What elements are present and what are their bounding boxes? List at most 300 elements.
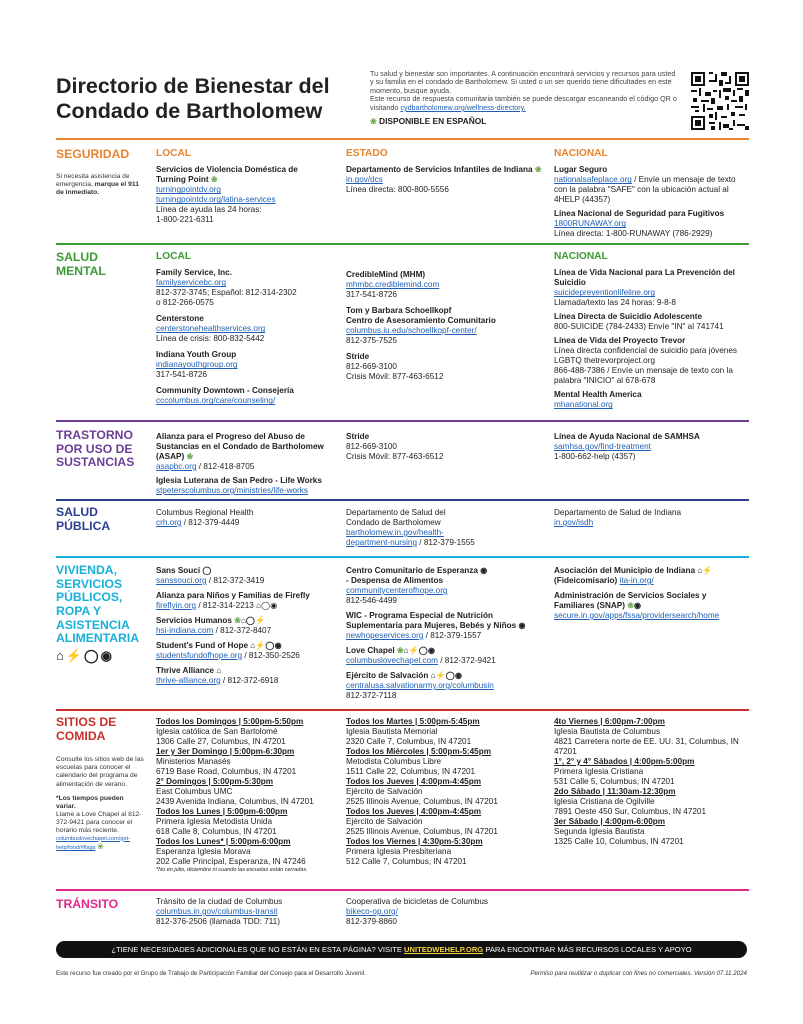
human-services-details xyxy=(156,626,328,636)
isdh-name: Departamento de Salud de Indiana xyxy=(554,508,681,517)
sans-souci-phone: / 812-372-3419 xyxy=(206,576,265,585)
sustancias-title-2: POR USO DE xyxy=(56,441,133,456)
family-service-name: Family Service, Inc. xyxy=(156,268,233,278)
community-hope-phone: 812-546-4499 xyxy=(346,596,397,605)
safe-place-details xyxy=(554,175,749,205)
food-site-address: 2525 Illinois Avenue, Columbus, IN 47201 xyxy=(346,797,498,806)
plug-icon: ⚡ xyxy=(65,647,85,663)
food-site-schedule: Todos los Jueves | 4:00pm-4:45pm xyxy=(346,807,482,816)
bike-coop-phone: 812-379-8860 xyxy=(346,917,397,926)
transito-divider xyxy=(56,889,749,891)
vivienda-icons xyxy=(56,649,139,664)
food-site-name: Metodista Columbus Libre xyxy=(346,757,442,766)
transito-title: TRÁNSITO xyxy=(56,897,119,911)
footer-banner-text-a: ¿TIENE NECESIDADES ADICIONALES QUE NO ESTÁN EN ESTA PÁGINA? VISITE xyxy=(111,945,405,954)
community-hope-pantry: - Despensa de Alimentos xyxy=(346,576,444,585)
salud-mental-local-heading: LOCAL xyxy=(156,251,192,262)
food-site-schedule: 2do Sábado | 11:30am-12:30pm xyxy=(554,787,676,796)
love-chapel-phone: / 812-372-9421 xyxy=(437,656,496,665)
vivienda-title-1: VIVIENDA, xyxy=(56,563,117,577)
page-title xyxy=(56,74,361,124)
wic-link[interactable]: newhopeservices.org xyxy=(346,631,424,640)
fssa-entry xyxy=(554,591,749,621)
county-health-details xyxy=(346,538,475,547)
food-site-entry xyxy=(554,787,749,817)
comida-column-2 xyxy=(346,717,542,867)
schoellkopf-link[interactable]: columbus.iu.edu/schoellkopf-center/ xyxy=(346,326,477,335)
turning-point-entry xyxy=(156,165,328,225)
food-site-schedule: Todos los Lunes* | 5:00pm-6:00pm xyxy=(156,837,291,846)
indiana-youth-link[interactable]: indianayouthgroup.org xyxy=(156,360,238,370)
vivienda-divider xyxy=(56,556,749,558)
food-site-name: Iglesia Cristiana de Ogilville xyxy=(554,797,655,806)
centerstone-name: Centerstone xyxy=(156,314,204,324)
county-health-name-2: Condado de Bartholomew xyxy=(346,518,441,527)
food-site-name: Primera Iglesia Metodista Unida xyxy=(156,817,273,826)
indiana-youth-phone: 317-541-8726 xyxy=(156,370,207,380)
turning-point-latina-link[interactable]: turningpointdv.org/latina-services xyxy=(156,195,276,205)
thrive-phone: / 812-372-6918 xyxy=(220,676,279,685)
food-site-address: 2439 Avenida Indiana, Columbus, IN 47201 xyxy=(156,797,314,806)
food-site-name: Iglesia Bautista Memorial xyxy=(346,727,438,736)
food-site-name: Ministerios Manasés xyxy=(156,757,231,766)
plate-icon: ◉ xyxy=(480,566,488,575)
samhsa-link[interactable]: samhsa.gov/find-treatment xyxy=(554,442,651,451)
crediblemind-link[interactable]: mhmbc.crediblemind.com xyxy=(346,280,440,289)
human-services-entry xyxy=(156,616,328,636)
love-chapel-details xyxy=(346,656,542,666)
teen-suicide-entry xyxy=(554,312,749,332)
salud-mental-title xyxy=(56,251,106,278)
asap-details xyxy=(156,462,328,472)
footer-credit: Este recurso fue creado por el Grupo de Trabajo de Participación Familiar del Consejo para el Desarrollo Juvenil. xyxy=(56,970,366,977)
dcs-name-text: Departamento de Servicios Infantiles de Indiana xyxy=(346,165,533,175)
salud-mental-nacional-heading: NACIONAL xyxy=(554,251,608,262)
food-site-entry xyxy=(156,777,342,807)
food-site-schedule: Todos los Jueves | 4:00pm-4:45pm xyxy=(346,777,482,786)
sans-souci-link[interactable]: sanssouci.org xyxy=(156,576,207,585)
students-fund-name xyxy=(156,641,328,651)
safe-place-name: Lugar Seguro xyxy=(554,165,608,175)
salud-mental-nacional-column xyxy=(554,251,749,414)
thrive-details xyxy=(156,676,328,686)
comida-note xyxy=(56,756,144,852)
wellness-directory-link[interactable]: cydbartholomew.org/wellness-directory. xyxy=(400,102,526,112)
indiana-youth-name: Indiana Youth Group xyxy=(156,350,237,360)
footer-permission: Permiso para reutilizar o duplicar con fines no comerciales. Versión 07.11.2024 xyxy=(530,970,747,977)
community-downtown-entry xyxy=(156,386,328,406)
seguridad-note-text: Si necesita asistencia de emergencia, xyxy=(56,173,130,189)
dcs-phone: Línea directa: 800-800-5556 xyxy=(346,185,449,195)
sans-souci-name-text: Sans Souci xyxy=(156,566,201,575)
food-site-address: 512 Calle 7, Columbus, IN 47201 xyxy=(346,857,467,866)
county-health-link-1[interactable]: bartholomew.in.gov/health- xyxy=(346,528,444,537)
wic-entry xyxy=(346,611,542,641)
runaway-entry xyxy=(554,209,749,239)
vivienda-title-4: ROPA Y xyxy=(56,603,102,618)
stride-phone: 812-669-3100 xyxy=(346,362,397,371)
bike-coop-name: Cooperativa de bicicletas de Columbus xyxy=(346,897,488,906)
salvation-army-link[interactable]: centralusa.salvationarmy.org/columbusin xyxy=(346,681,494,690)
seguridad-note xyxy=(56,173,144,198)
trevor-entry xyxy=(554,336,749,386)
stride-sud-phone: 812-669-3100 xyxy=(346,442,397,451)
vivienda-state-column xyxy=(554,566,749,625)
sustancias-nacional-column xyxy=(554,432,749,466)
love-chapel-link[interactable]: columbuslovechapel.com xyxy=(346,656,438,665)
plate-icon: ◉ xyxy=(518,621,526,630)
sans-souci-name xyxy=(156,566,328,576)
salud-publica-county-column xyxy=(346,508,542,548)
comida-note-summer: Consulte los sitios web de las escuelas para conocer el calendario del programa de alimentación de verano. xyxy=(56,756,144,788)
teen-suicide-name: Línea Directa de Suicidio Adolescente xyxy=(554,312,703,322)
vivienda-title-5: ASISTENCIA xyxy=(56,617,130,632)
lifeline-entry xyxy=(554,268,749,308)
qr-code-icon[interactable] xyxy=(691,72,749,130)
county-health-link-2[interactable]: department-nursing xyxy=(346,538,417,547)
comida-divider xyxy=(56,709,749,711)
township-name-text: Asociación del Municipio de Indiana xyxy=(554,566,696,575)
thrive-name xyxy=(156,666,328,676)
food-site-schedule: Todos los Viernes | 4:30pm-5:30pm xyxy=(346,837,483,846)
safe-place-entry xyxy=(554,165,749,205)
salud-mental-local-column xyxy=(156,251,328,410)
stride-sud-crisis: Crisis Móvil: 877-463-6512 xyxy=(346,452,444,461)
intro-paragraph-2 xyxy=(370,95,678,112)
food-site-schedule: Todos los Martes | 5:00pm-5:45pm xyxy=(346,717,480,726)
house-icon: ⌂⚡◯◉ xyxy=(430,671,463,680)
leaf-icon: ❀ xyxy=(534,165,542,175)
house-icon: ⌂⚡ xyxy=(697,566,713,575)
wic-name-text: WIC - Programa Especial de Nutrición Suplementaria para Mujeres, Bebés y Niños xyxy=(346,611,517,630)
comida-note-times: *Los tiempos pueden variar. xyxy=(56,794,124,810)
food-site-schedule: 3er Sábado | 4:00pm-6:00pm xyxy=(554,817,666,826)
stride-crisis: Crisis Móvil: 877-463-6512 xyxy=(346,372,444,381)
lifeline-phone: Llamada/texto las 24 horas: 9-8-8 xyxy=(554,298,676,308)
centerstone-phone: Línea de crisis: 800-832-5442 xyxy=(156,334,265,344)
community-hope-name xyxy=(346,566,542,576)
crh-name: Columbus Regional Health xyxy=(156,508,254,517)
wic-name xyxy=(346,611,542,631)
township-name xyxy=(554,566,749,576)
love-chapel-food-link[interactable]: columbuslovechapel.com/get-help/food/#flags xyxy=(56,835,130,852)
turning-point-phone: 1-800-221-6311 xyxy=(156,215,214,225)
food-site-schedule: 1°, 2° y 4° Sábados | 4:00pm-5:00pm xyxy=(554,757,695,766)
house-icon: ⌂ xyxy=(56,647,66,663)
sustancias-title-1: TRASTORNO xyxy=(56,428,133,442)
firefly-details xyxy=(156,601,328,611)
asap-phone: / 812-418-8705 xyxy=(196,462,255,471)
county-health-name-1: Departamento de Salud del xyxy=(346,508,446,517)
food-site-address: 1325 Calle 10, Columbus, IN 47201 xyxy=(554,837,684,846)
salud-publica-local-column xyxy=(156,508,328,528)
shirt-icon: ◯ xyxy=(84,647,101,663)
county-health-phone: / 812-379-1555 xyxy=(417,538,475,547)
sustancias-title xyxy=(56,429,134,470)
leaf-icon: ❀ xyxy=(186,452,194,461)
firefly-phone: / 812-314-2213 xyxy=(196,601,254,610)
safe-place-text: / Envíe un mensaje de texto con la palabra "SAFE" con la ubicación actual al 4HELP (44357) xyxy=(554,175,736,205)
runaway-phone: Línea directa: 1-800-RUNAWAY (786-2929) xyxy=(554,229,713,239)
mha-entry xyxy=(554,390,749,410)
love-chapel-name xyxy=(346,646,542,656)
township-trustee: (Fideicomisario) xyxy=(554,576,618,585)
lifeline-name: Línea de Vida Nacional para La Prevención del Suicidio xyxy=(554,268,735,288)
human-services-name-text: Servicios Humanos xyxy=(156,616,232,625)
food-site-entry xyxy=(156,747,342,777)
life-works-link[interactable]: stpeterscolumbus.org/ministries/life-works xyxy=(156,486,308,495)
food-site-entry xyxy=(346,807,542,837)
leaf-icon: ❀ xyxy=(97,842,104,852)
leaf-icon: ❀ xyxy=(210,175,218,185)
fssa-name xyxy=(554,591,749,611)
crediblemind-phone: 317-541-8726 xyxy=(346,290,397,299)
food-site-schedule: 1er y 3er Domingo | 5:00pm-6:30pm xyxy=(156,747,295,756)
food-site-name: Segunda Iglesia Bautista xyxy=(554,827,645,836)
salud-mental-state-column xyxy=(346,270,542,386)
township-link[interactable]: ita-in.org/ xyxy=(619,576,654,585)
students-fund-link[interactable]: studentsfundofhope.org xyxy=(156,651,243,660)
house-icon: ⌂ xyxy=(216,666,222,675)
fssa-link[interactable]: secure.in.gov/apps/fssa/providersearch/home xyxy=(554,611,720,620)
schoellkopf-phone: 812-375-7525 xyxy=(346,336,397,345)
township-entry xyxy=(554,566,749,586)
thrive-entry xyxy=(156,666,328,686)
stride-entry xyxy=(346,352,542,382)
transit-entry xyxy=(156,897,342,927)
stride-name: Stride xyxy=(346,352,370,361)
salud-publica-title-1: SALUD xyxy=(56,505,98,519)
thrive-link[interactable]: thrive-alliance.org xyxy=(156,676,221,685)
sustancias-state-column xyxy=(346,432,542,466)
schoellkopf-name-2: Centro de Asesoramiento Comunitario xyxy=(346,316,496,325)
food-site-address: 6719 Base Road, Columbus, IN 47201 xyxy=(156,767,297,776)
asap-entry xyxy=(156,432,328,472)
community-hope-name-text: Centro Comunitario de Esperanza xyxy=(346,566,478,575)
food-site-entry xyxy=(346,717,542,747)
crh-link[interactable]: crh.org xyxy=(156,518,182,527)
life-works-name: Iglesia Luterana de San Pedro - Life Works xyxy=(156,476,322,485)
family-service-entry xyxy=(156,268,328,308)
asap-name xyxy=(156,432,328,462)
firefly-name: Alianza para Niños y Familias de Firefly xyxy=(156,591,310,600)
firefly-entry xyxy=(156,591,328,611)
salud-publica-state-column xyxy=(554,508,749,528)
family-service-phone: 812-372-3745; Español: 812-314-2302 xyxy=(156,288,297,298)
township-details xyxy=(554,576,749,586)
intro-paragraph-1: Tu salud y bienestar son importantes. A continuación encontrará servicios y recursos para usted y su familia en el condado de Bartholomew. Si usted o un ser querido tiene dificultades en este momento, busque ayuda. xyxy=(370,69,676,95)
isdh-link[interactable]: in.gov/isdh xyxy=(554,518,594,527)
header xyxy=(56,70,749,134)
turning-point-hotline-label: Línea de ayuda las 24 horas: xyxy=(156,205,262,215)
community-downtown-link[interactable]: cccolumbus.org/care/counseling/ xyxy=(156,396,276,406)
bike-coop-link[interactable]: bikeco-op.org/ xyxy=(346,907,398,916)
mha-name: Mental Health America xyxy=(554,390,642,400)
comida-note-link-row xyxy=(56,836,144,853)
footer-banner-text-b: PARA ENCONTRAR MÁS RECURSOS LOCALES Y APOYO xyxy=(483,945,692,954)
comida-title xyxy=(56,716,116,743)
shirt-icon: ◯ xyxy=(202,566,212,575)
seguridad-divider xyxy=(56,138,749,140)
trevor-name: Línea de Vida del Proyecto Trevor xyxy=(554,336,686,346)
food-site-entry xyxy=(156,807,342,837)
trevor-description: Línea directa confidencial de suicidio para jóvenes LGBTQ thetrevorproject.org xyxy=(554,346,737,366)
sustancias-divider xyxy=(56,420,749,422)
plate-icon: ◉ xyxy=(633,601,642,610)
salud-publica-title-2: PÚBLICA xyxy=(56,518,111,533)
food-site-address: 2320 Calle 7, Columbus, IN 47201 xyxy=(346,737,472,746)
food-site-entry xyxy=(554,817,749,847)
seguridad-estado-column xyxy=(346,148,542,199)
lifeline-link[interactable]: suicidepreventionlifeline.org xyxy=(554,288,656,298)
food-site-address: 202 Calle Principal, Esperanza, IN 47246 xyxy=(156,857,306,866)
transit-phone: 812-376-2506 (llamada TDD: 711) xyxy=(156,917,280,926)
vivienda-title xyxy=(56,564,139,663)
food-site-address: 1306 Calle 27, Columbus, IN 47201 xyxy=(156,737,286,746)
safe-place-link[interactable]: nationalsafeplace.org xyxy=(554,175,632,185)
centerstone-link[interactable]: centerstonehealthservices.org xyxy=(156,324,266,334)
seguridad-nacional-column xyxy=(554,148,749,243)
spanish-badge-text: DISPONIBLE EN ESPAÑOL xyxy=(379,116,487,127)
food-site-address: 531 Calle 5, Columbus, IN 47201 xyxy=(554,777,675,786)
food-site-address: 2525 Illinois Avenue, Columbus, IN 47201 xyxy=(346,827,498,836)
samhsa-name: Línea de Ayuda Nacional de SAMHSA xyxy=(554,432,700,441)
dcs-name xyxy=(346,165,542,175)
human-services-link[interactable]: hsi-indiana.com xyxy=(156,626,214,635)
food-site-entry xyxy=(346,777,542,807)
footer-banner xyxy=(56,941,747,958)
wic-details xyxy=(346,631,542,641)
dcs-link[interactable]: in.gov/dcs xyxy=(346,175,383,185)
salud-mental-title-1: SALUD xyxy=(56,250,98,264)
food-site-name: Iglesia Bautista de Columbus xyxy=(554,727,661,736)
food-site-schedule: Todos los Lunes | 5:00pm-6:00pm xyxy=(156,807,288,816)
turning-point-link[interactable]: turningpointdv.org xyxy=(156,185,221,195)
runaway-name: Línea Nacional de Seguridad para Fugitivos xyxy=(554,209,725,219)
seguridad-estado-heading: ESTADO xyxy=(346,148,388,159)
students-fund-entry xyxy=(156,641,328,661)
leaf-icon: ❀ xyxy=(234,616,241,625)
food-site-address: 4821 Carretera norte de EE. UU. 31, Columbus, IN 47201 xyxy=(554,737,739,756)
indiana-youth-entry xyxy=(156,350,328,380)
schoellkopf-entry xyxy=(346,306,542,346)
united-we-help-link[interactable]: UNITEDWEHELP.ORG xyxy=(404,945,484,954)
transit-name: Tránsito de la ciudad de Columbus xyxy=(156,897,283,906)
food-site-entry xyxy=(346,837,542,867)
students-fund-phone: / 812-350-2526 xyxy=(242,651,300,660)
house-icon: ⌂◯⚡ xyxy=(240,616,266,625)
title-line-2: Condado de Bartholomew xyxy=(56,99,323,124)
bike-coop-entry xyxy=(346,897,542,927)
salvation-army-entry xyxy=(346,671,542,701)
food-site-address: 1511 Calle 22, Columbus, IN 47201 xyxy=(346,767,476,776)
food-site-name: East Columbus UMC xyxy=(156,787,233,796)
vivienda-food-column xyxy=(346,566,542,705)
crediblemind-name: CredibleMind (MHM) xyxy=(346,270,426,279)
food-site-name: Ejército de Salvación xyxy=(346,817,423,826)
human-services-name xyxy=(156,616,328,626)
comida-note-call: Llame a Love Chapel al 812-372-9421 para conocer el horario más reciente. xyxy=(56,811,142,835)
transit-link[interactable]: columbus.in.gov/columbus-transit xyxy=(156,907,278,916)
life-works-entry xyxy=(156,476,328,496)
food-site-schedule: Todos los Miércoles | 5:00pm-5:45pm xyxy=(346,747,492,756)
intro-text xyxy=(370,70,678,127)
family-service-phone-alt: o 812-266-0575 xyxy=(156,298,214,308)
house-icon: ⌂◯◉ xyxy=(256,601,278,610)
family-service-link[interactable]: familyservicebc.org xyxy=(156,278,227,288)
seguridad-title: SEGURIDAD xyxy=(56,147,130,161)
schoellkopf-name-1: Tom y Barbara Schoellkopf xyxy=(346,306,452,315)
food-site-entry xyxy=(554,717,749,757)
sans-souci-entry xyxy=(156,566,328,586)
plate-icon: ◉ xyxy=(100,647,114,663)
love-chapel-entry xyxy=(346,646,542,666)
food-site-name: Iglesia católica de San Bartolomé xyxy=(156,727,278,736)
seguridad-local-heading: LOCAL xyxy=(156,148,192,159)
food-site-entry xyxy=(156,717,342,747)
leaf-icon: ❀ xyxy=(370,117,377,127)
food-site-name: Esperanza Iglesia Morava xyxy=(156,847,251,856)
comida-column-3 xyxy=(554,717,749,847)
house-icon: ⌂⚡◯◉ xyxy=(250,641,282,650)
comida-title-2: COMIDA xyxy=(56,728,106,743)
trevor-phone: 866-488-7386 / Envíe un mensaje de texto con la palabra "INICIO" al 678-678 xyxy=(554,366,733,386)
intro-paragraph-2-text: Este recurso de respuesta comunitaria también se puede descargar escaneando el código QR o visitando xyxy=(370,94,677,112)
food-site-schedule: Todos los Domingos | 5:00pm-5:50pm xyxy=(156,717,304,726)
runaway-link[interactable]: 1800RUNAWAY.org xyxy=(554,219,626,229)
food-site-entry xyxy=(554,757,749,787)
salud-publica-title xyxy=(56,506,110,533)
food-site-address: 618 Calle 8, Columbus, IN 47201 xyxy=(156,827,277,836)
mha-link[interactable]: mhanational.org xyxy=(554,400,613,410)
leaf-icon: ❀ xyxy=(627,601,634,610)
food-site-footnote: *No en julio, diciembre ni cuando las escuelas están cerradas. xyxy=(156,867,308,873)
sustancias-local-column xyxy=(156,432,328,500)
firefly-link[interactable]: fireflyin.org xyxy=(156,601,197,610)
salvation-army-name xyxy=(346,671,542,681)
food-site-name: Primera Iglesia Cristiana xyxy=(554,767,644,776)
seguridad-nacional-heading: NACIONAL xyxy=(554,148,608,159)
comida-title-1: SITIOS DE xyxy=(56,715,117,729)
spanish-badge xyxy=(370,117,678,127)
fssa-name-text: Administración de Servicios Sociales y Familiares (SNAP) xyxy=(554,591,707,610)
sustancias-title-3: SUSTANCIAS xyxy=(56,455,135,470)
comida-column-1 xyxy=(156,717,342,874)
community-hope-entry xyxy=(346,566,542,606)
house-icon: ⌂⚡◯◉ xyxy=(403,646,436,655)
vivienda-title-6: ALIMENTARIA xyxy=(56,631,140,646)
asap-name-text: Alianza para el Progreso del Abuso de Sustancias en el Condado de Bartholomew (ASAP) xyxy=(156,432,324,461)
human-services-phone: / 812-372-8407 xyxy=(213,626,272,635)
food-site-schedule: 2° Domingos | 5:00pm-5:30pm xyxy=(156,777,274,786)
turning-point-name xyxy=(156,165,328,185)
crh-phone: / 812-379-4449 xyxy=(181,518,240,527)
food-site-schedule: 4to Viernes | 6:00pm-7:00pm xyxy=(554,717,665,726)
stride-sud-entry xyxy=(346,432,542,462)
asap-link[interactable]: asapbc.org xyxy=(156,462,197,471)
food-site-address: 7891 Oeste 450 Sur, Columbus, IN 47201 xyxy=(554,807,707,816)
vivienda-title-2: SERVICIOS xyxy=(56,576,123,591)
dcs-entry xyxy=(346,165,542,195)
salvation-army-phone: 812-372-7118 xyxy=(346,691,397,700)
crediblemind-entry xyxy=(346,270,542,300)
food-site-entry xyxy=(156,837,342,867)
sans-souci-details xyxy=(156,576,328,586)
food-site-entry xyxy=(346,747,542,777)
samhsa-phone: 1-800-662-help (4357) xyxy=(554,452,636,461)
community-hope-link[interactable]: communitycenterofhope.org xyxy=(346,586,448,595)
food-site-name: Ejército de Salvación xyxy=(346,787,423,796)
